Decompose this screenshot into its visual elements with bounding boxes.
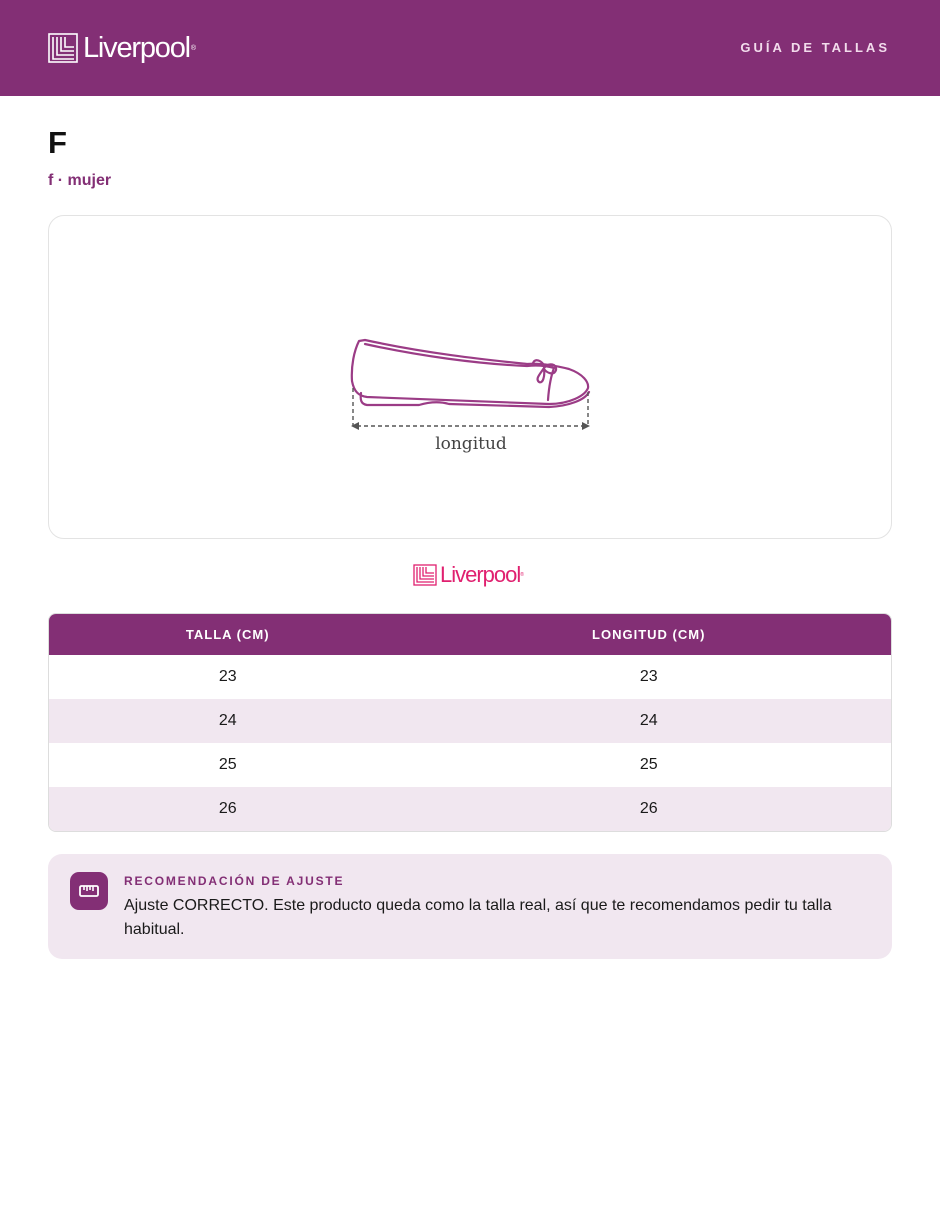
brand-logo[interactable]: Liverpool ®: [48, 31, 196, 65]
brand-name-small: Liverpool: [440, 562, 521, 587]
length-cell: 23: [639, 668, 658, 685]
size-cell: 24: [218, 712, 237, 729]
length-cell: 24: [639, 712, 658, 729]
column-header-length: LONGITUD (CM): [592, 627, 706, 642]
size-cell: 23: [218, 668, 237, 685]
length-cell: 26: [639, 800, 658, 817]
table-header-row: [49, 614, 891, 655]
table-row: [49, 743, 891, 787]
ruler-icon: [70, 872, 108, 910]
page-header: [0, 0, 940, 96]
flat-shoe-icon: [49, 216, 893, 540]
table-row: [49, 699, 891, 743]
liverpool-logo-icon: [48, 33, 78, 63]
length-cell: 25: [639, 756, 658, 773]
size-table: [48, 613, 892, 832]
page-title: F: [48, 125, 67, 160]
shoe-diagram-card: [48, 215, 892, 539]
recommendation-title: RECOMENDACIÓN DE AJUSTE: [124, 874, 345, 888]
size-cell: 25: [218, 756, 237, 773]
fit-recommendation-card: [48, 854, 892, 959]
size-guide-label: GUÍA DE TALLAS: [740, 40, 890, 55]
page-subtitle: f · mujer: [48, 172, 112, 189]
table-row: [49, 787, 891, 831]
size-cell: 26: [218, 800, 237, 817]
brand-logo-small: Liverpool ®: [413, 561, 524, 589]
length-label: longitud: [435, 434, 507, 454]
brand-name: Liverpool: [83, 31, 190, 64]
column-header-size: TALLA (CM): [185, 627, 270, 642]
recommendation-text: Ajuste CORRECTO. Este producto queda como la talla real, así que te recomendamos pedir tu talla habitual.: [124, 897, 832, 938]
liverpool-logo-icon: [413, 564, 437, 586]
table-row: [49, 655, 891, 699]
